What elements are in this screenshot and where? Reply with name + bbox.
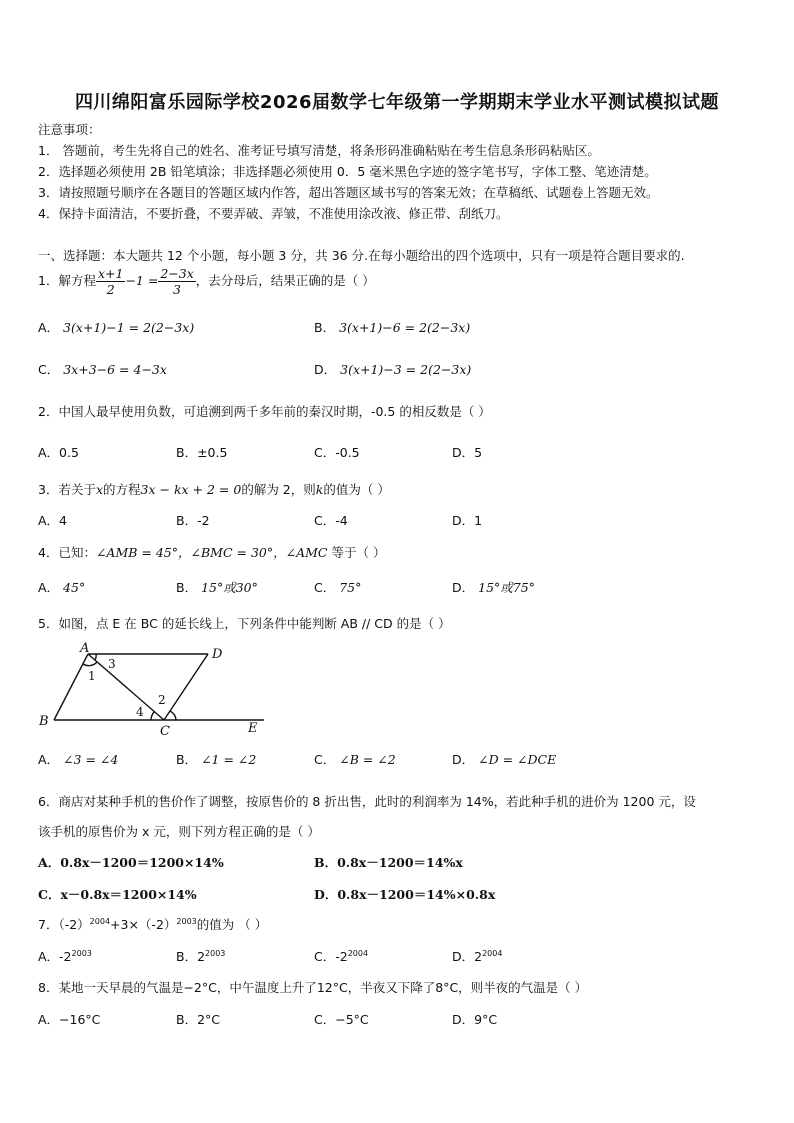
q3-option-b: B．-2 xyxy=(176,513,210,528)
option-text: C．-2 xyxy=(314,949,348,964)
text: 3．若关于 xyxy=(38,482,96,497)
q1-option-d xyxy=(314,360,471,378)
exponent: 2004 xyxy=(482,948,503,958)
option-text: 3(x+1)−1 = 2(2−3x) xyxy=(63,320,195,335)
exponent: 2004 xyxy=(347,948,369,958)
text: 的方程 xyxy=(103,482,141,497)
q2-option-c: C．-0.5 xyxy=(314,445,360,460)
option-text: 75° xyxy=(339,580,362,595)
angle-arc-2 xyxy=(170,711,176,720)
angle-arc-3 xyxy=(95,654,96,660)
point-label-e: E xyxy=(248,721,258,736)
q5-option-b xyxy=(176,750,256,768)
fraction xyxy=(96,266,125,297)
q3-option-d: D．1 xyxy=(452,513,483,528)
option-text: D．2 xyxy=(452,949,483,964)
q5-option-a xyxy=(38,750,118,768)
q7-option-c xyxy=(314,947,368,965)
text: 的解为 2，则 xyxy=(241,482,316,497)
point-label-c: C xyxy=(160,724,170,739)
angle-label-1: 1 xyxy=(88,669,96,683)
expression: ，∠AMC xyxy=(273,545,328,560)
q2-option-d: D．5 xyxy=(452,445,483,460)
question-4 xyxy=(38,543,385,561)
option-label: B． xyxy=(176,580,198,595)
question-6-line-1: 6．商店对某种手机的售价作了调整，按原售价的 8 折出售，此时的利润率为 14%，若此种手机的进价为 1200 元，设 xyxy=(38,794,696,809)
variable: k xyxy=(315,482,324,497)
exponent: 2003 xyxy=(71,948,92,958)
angle-label-3: 3 xyxy=(108,657,116,671)
option-text: 45° xyxy=(63,580,86,595)
q4-option-c xyxy=(314,578,361,596)
text: 7．（-2） xyxy=(38,917,90,932)
section-heading: 一、选择题：本大题共 12 个小题，每小题 3 分，共 36 分.在每小题给出的四个选项中，只有一项是符合题目要求的. xyxy=(38,248,685,263)
question-3 xyxy=(38,480,390,498)
q8-option-c: C．−5°C xyxy=(314,1012,369,1027)
text: 的值为 （ ） xyxy=(196,917,268,932)
line-dc xyxy=(164,654,208,720)
q2-option-b: B．±0.5 xyxy=(176,445,228,460)
q1-suffix: ，去分母后，结果正确的是（ ） xyxy=(195,273,375,288)
q6-option-c: C．x－0.8x＝1200×14% xyxy=(38,887,197,902)
numerator: x+1 xyxy=(97,266,124,281)
text: +3×（-2） xyxy=(110,917,177,932)
q6-option-b: B．0.8x－1200＝14%x xyxy=(314,855,463,870)
point-label-b: B xyxy=(39,714,49,729)
option-text: ∠1 = ∠2 xyxy=(201,752,257,767)
question-7 xyxy=(38,915,267,933)
q5-option-c xyxy=(314,750,396,768)
denominator: 2 xyxy=(106,282,115,297)
angle-label-2: 2 xyxy=(158,693,166,707)
option-label: D． xyxy=(452,752,475,767)
option-text: ∠D = ∠DCE xyxy=(478,752,557,767)
question-2: 2．中国人最早使用负数，可追溯到两千多年前的秦汉时期，-0.5 的相反数是（ ） xyxy=(38,404,491,419)
note-item: 4．保持卡面清洁，不要折叠，不要弄破、弄皱，不准使用涂改液、修正带、刮纸刀。 xyxy=(38,206,509,221)
option-text: ∠B = ∠2 xyxy=(339,752,396,767)
exponent: 2003 xyxy=(176,916,197,926)
option-label: A． xyxy=(38,320,60,335)
question-8: 8．某地一天早晨的气温是−2°C，中午温度上升了12°C，半夜又下降了8°C，则半夜的气温是（ ） xyxy=(38,980,588,995)
q4-option-b xyxy=(176,578,258,596)
q1-mid: −1 = xyxy=(125,273,159,288)
option-text: 15°或30° xyxy=(201,580,258,595)
text: 4．已知： xyxy=(38,545,96,560)
angle-label-4: 4 xyxy=(136,705,144,719)
variable: x xyxy=(95,482,104,497)
expression: ∠AMB = 45° xyxy=(95,545,179,560)
angle-arc-1 xyxy=(83,662,97,666)
option-label: C． xyxy=(314,752,336,767)
option-text: 3(x+1)−3 = 2(2−3x) xyxy=(340,362,472,377)
q6-option-a: A．0.8x－1200＝1200×14% xyxy=(38,855,224,870)
q4-option-a xyxy=(38,578,85,596)
q4-option-d xyxy=(452,578,535,596)
option-label: D． xyxy=(314,362,337,377)
option-label: A． xyxy=(38,580,60,595)
q1-prefix: 1．解方程 xyxy=(38,273,96,288)
angle-arc-4 xyxy=(151,712,154,720)
q1-option-a xyxy=(38,318,194,336)
option-text: ∠3 = ∠4 xyxy=(63,752,119,767)
question-6-line-2: 该手机的原售价为 x 元，则下列方程正确的是（ ） xyxy=(38,824,320,839)
text: 的值为（ ） xyxy=(323,482,390,497)
option-label: B． xyxy=(176,752,198,767)
q7-option-d xyxy=(452,947,502,965)
q8-option-d: D．9°C xyxy=(452,1012,498,1027)
option-label: A． xyxy=(38,752,60,767)
point-label-a: A xyxy=(80,641,90,656)
q7-option-a xyxy=(38,947,92,965)
q8-option-b: B．2°C xyxy=(176,1012,221,1027)
q8-option-a: A．−16°C xyxy=(38,1012,101,1027)
notes-heading: 注意事项： xyxy=(38,122,101,137)
page-title: 四川绵阳富乐园际学校2026届数学七年级第一学期期末学业水平测试模拟试题 xyxy=(74,92,720,113)
equation: 3x − kx + 2 = 0 xyxy=(140,482,242,497)
q3-option-c: C．-4 xyxy=(314,513,348,528)
option-text: 3(x+1)−6 = 2(2−3x) xyxy=(339,320,471,335)
note-item: 1． 答题前，考生先将自己的姓名、准考证号填写清楚，将条形码准确粘贴在考生信息条形码粘贴区。 xyxy=(38,143,600,158)
q1-option-c xyxy=(38,360,167,378)
option-text: B．2 xyxy=(176,949,206,964)
option-text: A．-2 xyxy=(38,949,72,964)
option-label: B． xyxy=(314,320,336,335)
expression: ，∠BMC = 30° xyxy=(178,545,274,560)
option-label: D． xyxy=(452,580,475,595)
fraction xyxy=(158,266,195,297)
q2-option-a: A．0.5 xyxy=(38,445,79,460)
numerator: 2−3x xyxy=(160,266,194,281)
question-1 xyxy=(38,266,375,297)
q7-option-b xyxy=(176,947,225,965)
q1-option-b xyxy=(314,318,470,336)
note-item: 2．选择题必须使用 2B 铅笔填涂；非选择题必须使用 0．5 毫米黑色字迹的签字笔书写，字体工整、笔迹清楚。 xyxy=(38,164,657,179)
point-label-d: D xyxy=(212,647,223,662)
line-ac xyxy=(88,654,164,720)
option-text: 3x+3−6 = 4−3x xyxy=(63,362,167,377)
exponent: 2004 xyxy=(89,916,111,926)
question-5: 5．如图，点 E 在 BC 的延长线上，下列条件中能判断 AB // CD 的是（ ） xyxy=(38,616,451,631)
q5-option-d xyxy=(452,750,556,768)
geometry-figure xyxy=(36,640,276,740)
exponent: 2003 xyxy=(205,948,226,958)
denominator: 3 xyxy=(173,282,181,297)
option-label: C． xyxy=(314,580,336,595)
line-ab xyxy=(54,654,88,720)
q6-option-d: D．0.8x－1200＝14%×0.8x xyxy=(314,887,496,902)
option-text: 15°或75° xyxy=(478,580,535,595)
q3-option-a: A．4 xyxy=(38,513,68,528)
text: 等于（ ） xyxy=(331,545,386,560)
option-label: C． xyxy=(38,362,60,377)
note-item: 3．请按照题号顺序在各题目的答题区域内作答，超出答题区域书写的答案无效；在草稿纸、试题卷上答题无效。 xyxy=(38,185,659,200)
